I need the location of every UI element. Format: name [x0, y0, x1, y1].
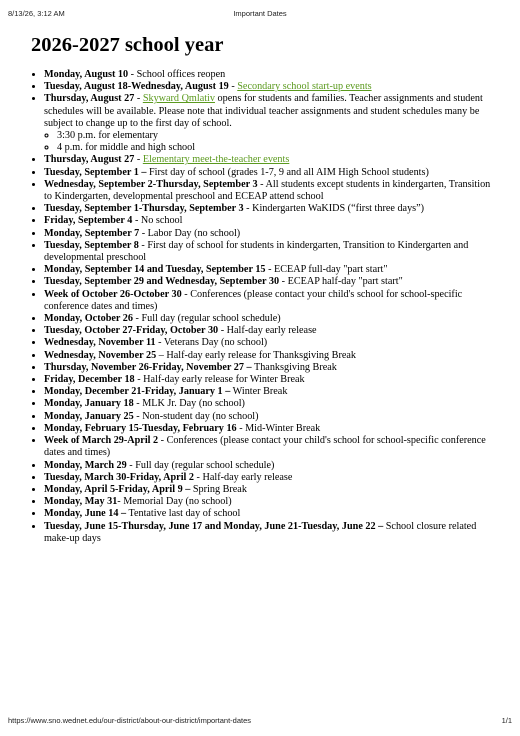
date-description: -	[228, 81, 238, 93]
date-label: Friday, September 4	[44, 215, 133, 227]
date-description: - Half-day early release for Winter Break	[134, 374, 305, 386]
date-description: - Mid-Winter Break	[236, 422, 321, 434]
date-description: Spring Break	[190, 483, 247, 495]
print-page-number: 1/1	[501, 716, 512, 725]
date-label: Monday, December 21-Friday, January 1 –	[44, 386, 231, 398]
date-label: Thursday, November 26-Friday, November 27 –	[44, 361, 252, 373]
date-list-item	[44, 81, 492, 93]
date-list-item	[44, 496, 492, 508]
sub-list-item: ◦ 4 p.m. for middle and high school	[57, 142, 492, 154]
date-list-item	[44, 398, 492, 410]
date-label: Tuesday, September 29 and Wednesday, September 30	[44, 276, 280, 288]
date-description: First day of school (grades 1-7, 9 and all AIM High School students)	[146, 166, 429, 178]
date-label: Monday, June 14 –	[44, 508, 127, 520]
date-list-item	[44, 154, 492, 166]
date-description: - Kindergarten WaKIDS (“first three days”)	[243, 203, 425, 215]
date-description: - Half-day early release	[194, 471, 293, 483]
date-label: Monday, May 31	[44, 496, 118, 508]
date-label: Tuesday, September 1-Thursday, September 3	[44, 203, 244, 215]
date-list-item	[44, 93, 492, 154]
date-label: Tuesday, June 15-Thursday, June 17 and Monday, June 21-Tuesday, June 22 –	[44, 520, 384, 532]
important-dates-list	[44, 69, 492, 545]
date-list-item	[44, 289, 492, 313]
date-label: Monday, February 15-Tuesday, February 16	[44, 422, 237, 434]
date-description: - School offices reopen	[128, 69, 226, 80]
date-description: - Full day (regular school schedule)	[132, 313, 281, 325]
date-label: Tuesday, October 27-Friday, October 30	[44, 325, 219, 337]
date-description: - ECEAP half-day "part start"	[279, 276, 403, 288]
date-description: - Labor Day (no school)	[139, 227, 241, 239]
date-list-item	[44, 264, 492, 276]
date-description: - Conferences (please contact your child's school for school-specific conference dates and times)	[44, 288, 463, 312]
date-list-item	[44, 362, 492, 374]
date-label: Thursday, August 27	[44, 93, 135, 105]
date-label: Wednesday, November 11	[44, 337, 156, 349]
date-list-item	[44, 228, 492, 240]
event-link[interactable]: Secondary school start-up events	[237, 81, 372, 93]
date-list-item	[44, 179, 492, 203]
date-description: - No school	[132, 215, 183, 227]
date-description: - Conferences (please contact your child's school for school-specific conference dates and times)	[44, 435, 486, 459]
date-label: Week of October 26-October 30	[44, 288, 182, 300]
date-description: -	[134, 154, 143, 166]
date-label: Monday, August 10	[44, 69, 129, 80]
date-label: Monday, April 5-Friday, April 9 –	[44, 483, 191, 495]
date-description: – Half-day early release for Thanksgiving Break	[156, 349, 356, 361]
date-list-item	[44, 337, 492, 349]
date-description: - Veterans Day (no school)	[155, 337, 268, 349]
date-label: Tuesday, August 18-Wednesday, August 19	[44, 81, 229, 93]
date-description-continued: opens for students and families. Teacher assignments and student schedules will be available. Please note that individual teacher assignments and student schedules many be subject to change up to the first day of school.	[44, 93, 483, 129]
date-list-item	[44, 460, 492, 472]
date-label: Tuesday, March 30-Friday, April 2	[44, 471, 194, 483]
date-description: - First day of school for students in kindergarten, Transition to Kindergarten and developmental preschool	[44, 239, 469, 264]
date-list-item	[44, 276, 492, 288]
date-description: Thanksgiving Break	[251, 361, 337, 373]
date-list-item	[44, 472, 492, 484]
date-list-item	[44, 325, 492, 337]
date-label: Thursday, August 27	[44, 154, 135, 166]
date-label: Monday, September 7	[44, 227, 140, 239]
date-list-item	[44, 508, 492, 520]
date-label: Monday, October 26	[44, 313, 133, 325]
date-description: School closure related make-up days	[44, 520, 477, 544]
date-label: Wednesday, November 25	[44, 349, 157, 361]
date-description: - Non-student day (no school)	[133, 410, 259, 422]
date-label: Tuesday, September 1 –	[44, 166, 147, 178]
date-list-item	[44, 350, 492, 362]
date-list-item	[44, 240, 492, 264]
date-list-item	[44, 313, 492, 325]
date-list-item	[44, 386, 492, 398]
sub-list	[44, 130, 492, 154]
date-description: Tentative last day of school	[126, 508, 241, 520]
date-description: -	[134, 93, 143, 105]
date-description: - ECEAP full-day "part start"	[265, 264, 388, 276]
print-url: https://www.sno.wednet.edu/our-district/about-our-district/important-dates	[8, 716, 252, 725]
date-list-item	[44, 69, 492, 81]
date-label: Week of March 29-April 2	[44, 435, 159, 447]
date-label: Friday, December 18	[44, 374, 135, 386]
date-list-item	[44, 521, 492, 545]
print-page-title: Important Dates	[233, 9, 287, 18]
event-link[interactable]: Skyward Qmlativ	[142, 93, 215, 105]
date-description: - MLK Jr. Day (no school)	[133, 398, 245, 410]
date-label: Tuesday, September 8	[44, 239, 139, 251]
date-label: Monday, January 18	[44, 398, 134, 410]
date-description: - All students except students in kindergarten, Transition to Kindergarten, developmental preschool and ECEAP attend school	[44, 178, 491, 203]
date-label: Monday, March 29	[44, 459, 127, 471]
date-list-item	[44, 167, 492, 179]
date-list-item	[44, 203, 492, 215]
date-list-item	[44, 215, 492, 227]
sub-list-item: ◦ 3:30 p.m. for elementary	[57, 130, 492, 142]
date-description: - Memorial Day (no school)	[117, 496, 232, 508]
date-list-item	[44, 435, 492, 459]
date-list-item	[44, 484, 492, 496]
event-link[interactable]: Elementary meet-the-teacher events	[142, 154, 290, 166]
date-label: Monday, September 14 and Tuesday, September 15	[44, 264, 266, 276]
date-list-item	[44, 423, 492, 435]
date-list-item	[44, 411, 492, 423]
date-description: - Full day (regular school schedule)	[126, 459, 275, 471]
date-description: - Half-day early release	[218, 325, 317, 337]
date-description: Winter Break	[230, 386, 288, 398]
date-list-item	[44, 374, 492, 386]
print-datetime: 8/13/26, 3:12 AM	[8, 9, 65, 18]
page-title: 2026-2027 school year	[31, 34, 224, 56]
date-label: Monday, January 25	[44, 410, 134, 422]
date-label: Wednesday, September 2-Thursday, September 3	[44, 178, 258, 190]
